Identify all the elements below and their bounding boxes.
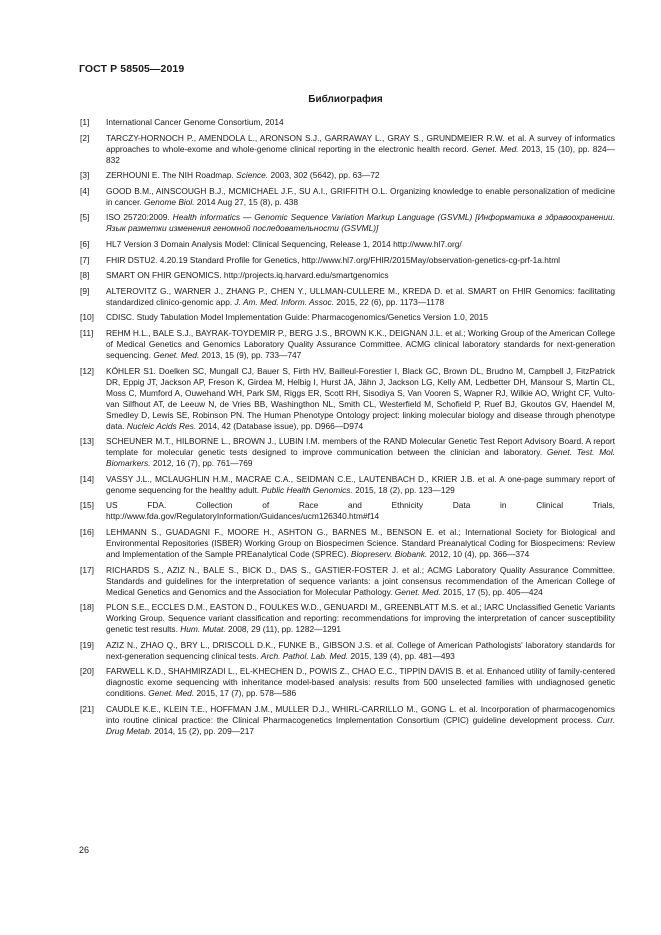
reference-number: [10] (80, 312, 94, 323)
reference-text (106, 527, 615, 560)
reference-item (80, 170, 615, 181)
reference-body: US FDA. Collection of Race and Ethnicity Data in Clinical Trials, http://www.fda.gov/RegulatoryInformation/Guidances/ucm126340.htm#f14 (106, 500, 615, 522)
reference-item (80, 133, 615, 166)
reference-body: GOOD B.M., AINSCOUGH B.J., MCMICHAEL J.F., SU A.I., GRIFFITH O.L. Organizing knowledge to enable personalization of medicine in cancer. (106, 185, 615, 207)
reference-number: [1] (80, 117, 90, 127)
reference-item (80, 474, 615, 496)
reference-body: REHM H.L., BALE S.J., BAYRAK-TOYDEMIR P., BERG J.S., BROWN K.K., DEIGNAN J.L. et al.; Working Group of the American College of Medical Genetics and Genomics Laboratory Quality Assurance Committee. ACMG clinical laboratory standards for next-generation sequencing. (106, 327, 615, 360)
reference-text (106, 255, 615, 266)
reference-text (106, 212, 615, 234)
reference-source: Genet. Test. Mol. Biomarkers. (106, 447, 615, 469)
reference-item (80, 602, 615, 635)
reference-body: HL7 Version 3 Domain Analysis Model: Clinical Sequencing, Release 1, 2014 http://www.hl7.org/ (106, 238, 462, 249)
reference-number: [8] (80, 270, 90, 281)
reference-source: Hum. Mutat. (180, 624, 226, 635)
reference-body: SCHEUNER M.T., HILBORNE L., BROWN J., LUBIN I.M. members of the RAND Molecular Genetic Test Report Advisory Board. A report template for molecular genetic tests designed to improve communication between the clinician and laboratory. (106, 436, 615, 458)
reference-source: Biopreserv. Biobank. (350, 548, 428, 559)
reference-number: [4] (80, 185, 90, 196)
reference-text (106, 500, 615, 522)
reference-text (106, 286, 615, 308)
reference-item (80, 186, 615, 208)
reference-item (80, 255, 615, 266)
reference-item (80, 527, 615, 560)
reference-number: [18] (80, 602, 94, 613)
reference-item (80, 565, 615, 598)
reference-text (106, 312, 615, 323)
reference-body: ZERHOUNI E. The NIH Roadmap. (106, 170, 237, 181)
reference-text (106, 328, 615, 361)
reference-body: FHIR DSTU2. 4.20.19 Standard Profile for Genetics, http://www.hl7.org/FHIR/2015May/observation-genetics-cg-prf-1a.html (106, 254, 561, 265)
reference-item (80, 117, 615, 128)
reference-body: LEHMANN S., GUADAGNI F., MOORE H., ASHTON G., BARNES M., BENSON E. et al.; International Society for Biological and Environmental Repositories (ISBER) Working Group on Biospecimen Science. Standard Preanalytical Coding for Biospecimens: Review and Implementation of the Sample PREanalytical Code (SPREC). (106, 526, 615, 559)
reference-text (106, 270, 615, 281)
reference-tail: 2015, 17 (5), pp. 405—424 (440, 586, 543, 597)
reference-number: [16] (80, 526, 94, 537)
reference-tail: 2014 Aug 27, 15 (8), p. 438 (194, 196, 299, 207)
reference-item (80, 286, 615, 308)
reference-body: TARCZY-HORNOCH P., AMENDOLA L., ARONSON S.J., GARRAWAY L., GRAY S., GRUNDMEIER R.W. et al. A survey of informatics approaches to whole-exome and whole-genome clinical reporting in the electronic health record. (106, 132, 615, 154)
reference-number: [12] (80, 365, 94, 376)
reference-tail: 2012, 10 (4), pp. 366—374 (427, 548, 530, 559)
document-code: ГОСТ Р 58505—2019 (79, 63, 185, 75)
reference-item (80, 666, 615, 699)
reference-body: International Cancer Genome Consortium, 2014 (106, 117, 284, 127)
reference-item (80, 328, 615, 361)
reference-tail: 2014, 15 (2), pp. 209—217 (151, 725, 254, 736)
reference-source: Health informatics — Genomic Sequence Variation Markup Language (GSVML) [Информатика в здравоохранении. Язык разметки изменения геномной последовательности (GSVML)] (106, 212, 615, 234)
reference-tail: 2014, 42 (Database issue), pp. D966—D974 (196, 420, 364, 431)
reference-source: Public Health Genomics. (261, 484, 353, 495)
reference-tail: 2013, 15 (9), pp. 733—747 (199, 349, 302, 360)
reference-body: RICHARDS S., AZIZ N., BALE S., BICK D., DAS S., GASTIER-FOSTER J. et al.; ACMG Laboratory Quality Assurance Committee. Standards and guidelines for the interpretation of sequence variants: a joint consensus recommendation of the American College of Medical Genetics and Genomics and the Association for Molecular Pathology. (106, 564, 615, 597)
reference-body: FARWELL K.D., SHAHMIRZADI L., EL-KHECHEN D., POWIS Z., CHAO E.C., TIPPIN DAVIS B. et al. Enhanced utility of family-centered diagnostic exome sequencing with inheritance model-based analysis: results from 500 unselected families with undiagnosed genetic conditions. (106, 666, 615, 699)
reference-number: [11] (80, 327, 94, 338)
reference-number: [9] (80, 285, 90, 296)
reference-source: Genet. Med. (394, 586, 441, 597)
reference-text (106, 666, 615, 699)
reference-body: KÖHLER S1. Doelken SC, Mungall CJ, Bauer S, Firth HV, Bailleul-Forestier I, Black GC, Brown DL, Brudno M, Campbell J, FitzPatrick DR, Eppig JT, Jackson AP, Freson K, Girdea M, Helbig I, Hurst JA, Jähn J, Jackson LG, Kelly AM, Ledbetter DH, Mansour S, Martin CL, Moss C, Mumford A, Ouwehand WH, Park SM, Riggs ER, Scott RH, Sisodiya S, Van Vooren S, Wapner RJ, Wilkie AO, Wright CF, Vulto-van Silfhout AT, de Leeuw N, de Vries BB, Washingthon NL, Smith CL, Westerfield M, Schofield P, Ruef BJ, Gkoutos GV, Haendel M, Smedley D, Lewis SE, Robinson PN. The Human Phenotype Ontology project: linking molecular biology and disease through phenotype data. (106, 365, 615, 431)
reference-text (106, 436, 615, 469)
reference-number: [5] (80, 212, 90, 223)
reference-tail: 2015, 22 (6), pp. 1173—1178 (334, 296, 445, 307)
reference-source: J. Am. Med. Inform. Assoc. (234, 296, 335, 307)
reference-item (80, 212, 615, 234)
reference-source: Genet. Med. (148, 688, 195, 699)
reference-tail: 2013, 15 (10), pp. 824—832 (106, 143, 615, 165)
reference-text (106, 117, 615, 128)
reference-text (106, 474, 615, 496)
bibliography-title: Библиография (308, 94, 383, 105)
reference-text (106, 602, 615, 635)
reference-text (106, 704, 615, 737)
reference-number: [15] (80, 500, 94, 511)
reference-tail: 2015, 17 (7), pp. 578—586 (194, 688, 297, 699)
reference-number: [17] (80, 564, 94, 575)
reference-item (80, 436, 615, 469)
reference-source: Genet. Med. (471, 143, 519, 154)
reference-source: Science. (236, 170, 269, 181)
reference-tail: 2015, 139 (4), pp. 481—493 (348, 650, 455, 661)
reference-item (80, 366, 615, 432)
reference-body: AZIZ N., ZHAO Q., BRY L., DRISCOLL D.K., FUNKE B., GIBSON J.S. et al. College of American Pathologists' laboratory standards for next-generation sequencing clinical tests. (106, 639, 615, 661)
reference-body: ALTEROVITZ G., WARNER J., ZHANG P., CHEN Y., ULLMAN-CULLERE M., KREDA D. et al. SMART on FHIR Genomics: facilitating standardized clinico-genomic app. (106, 285, 615, 307)
reference-item (80, 312, 615, 323)
reference-number: [7] (80, 254, 90, 265)
reference-source: Arch. Pathol. Lab. Med. (260, 650, 349, 661)
reference-source: Nucleic Acids Res. (126, 420, 197, 431)
page-number: 26 (79, 845, 90, 855)
reference-number: [14] (80, 473, 94, 484)
reference-tail: 2008, 29 (11), pp. 1282—1291 (225, 624, 342, 635)
reference-text (106, 170, 615, 181)
reference-text (106, 133, 615, 166)
reference-body: ISO 25720:2009. (106, 212, 173, 223)
reference-number: [21] (80, 703, 94, 714)
reference-tail: 2003, 302 (5642), pp. 63—72 (268, 170, 380, 181)
reference-list (80, 117, 615, 741)
reference-item (80, 500, 615, 522)
reference-number: [19] (80, 639, 94, 650)
reference-item (80, 640, 615, 662)
reference-body: CDISC. Study Tabulation Model Implementation Guide: Pharmacogenomics/Genetics Version 1.0, 2015 (106, 312, 489, 323)
reference-text (106, 186, 615, 208)
reference-number: [13] (80, 436, 94, 447)
reference-tail: 2015, 18 (2), pp. 123—129 (352, 484, 455, 495)
reference-item (80, 270, 615, 281)
reference-source: Genet. Med. (153, 349, 200, 360)
reference-number: [3] (80, 170, 90, 181)
reference-item (80, 704, 615, 737)
reference-body: PLON S.E., ECCLES D.M., EASTON D., FOULKES W.D., GENUARDI M., GREENBLATT M.S. et al.; IARC Unclassified Genetic Variants Working Group. Sequence variant classification and reporting: recommendations for improving the interpretation of cancer susceptibility genetic test results. (106, 602, 615, 635)
reference-text (106, 565, 615, 598)
reference-body: VASSY J.L., MCLAUGHLIN H.M., MACRAE C.A., SEIDMAN C.E., LAUTENBACH D., KRIER J.B. et al. A one-page summary report of genome sequencing for the healthy adult. (106, 473, 615, 495)
reference-source: Curr. Drug Metab. (106, 714, 615, 736)
reference-number: [2] (80, 132, 90, 143)
reference-number: [6] (80, 238, 90, 249)
reference-item (80, 239, 615, 250)
reference-body: SMART ON FHIR GENOMICS. http://projects.iq.harvard.edu/smartgenomics (106, 270, 389, 281)
reference-body: CAUDLE K.E., KLEIN T.E., HOFFMAN J.M., MULLER D.J., WHIRL-CARRILLO M., GONG L. et al. Incorporation of pharmacogenomics into routine clinical practice: the Clinical Pharmacogenetics Implementation Consortium (CPIC) guideline development process. (106, 703, 615, 725)
reference-text (106, 366, 615, 432)
reference-number: [20] (80, 666, 94, 677)
reference-source: Genome Biol. (144, 196, 195, 207)
reference-text (106, 640, 615, 662)
reference-tail: 2012, 16 (7), pp. 761—769 (150, 458, 253, 469)
reference-text (106, 239, 615, 250)
